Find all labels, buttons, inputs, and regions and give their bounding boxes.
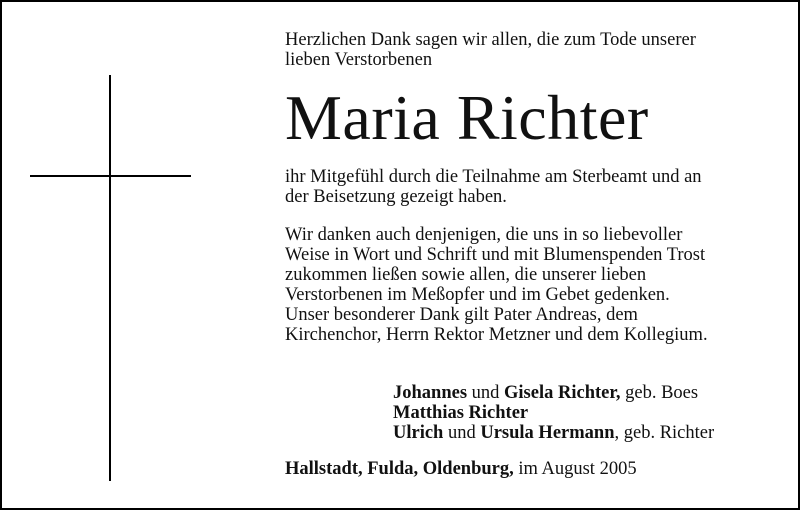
- paragraph-line: zukommen ließen sowie allen, die unserer lieben: [285, 265, 647, 285]
- paragraph-line: Kirchenchor, Herrn Rektor Metzner und dem Kollegium.: [285, 325, 708, 345]
- signer-name: Matthias Richter: [393, 403, 529, 423]
- intro-line: Herzlichen Dank sagen wir allen, die zum Tode unserer: [285, 30, 696, 50]
- signer-name: Johannes: [393, 383, 468, 403]
- signer-conjunction: und: [467, 383, 505, 403]
- paragraph-line: Unser besonderer Dank gilt Pater Andreas, dem: [285, 305, 638, 325]
- intro-line: lieben Verstorbenen: [285, 50, 433, 70]
- paragraph-line: der Beisetzung gezeigt haben.: [285, 187, 507, 207]
- date: im August 2005: [513, 459, 637, 479]
- cross-icon-horizontal: [30, 175, 191, 177]
- signers-list: [393, 383, 773, 443]
- paragraph-sympathy: [285, 167, 765, 207]
- signer-name: Ursula Hermann: [480, 423, 615, 443]
- signer-conjunction: und: [443, 423, 481, 443]
- signer-suffix: , geb. Richter: [614, 423, 715, 443]
- place-date-line: [285, 459, 765, 479]
- signer-name: Ulrich: [393, 423, 444, 443]
- place-names: Hallstadt, Fulda, Oldenburg,: [285, 459, 514, 479]
- paragraph-line: ihr Mitgefühl durch die Teilnahme am Sterbeamt und an: [285, 167, 702, 187]
- signer-line: [393, 383, 773, 403]
- signer-suffix: geb. Boes: [620, 383, 699, 403]
- cross-icon-vertical: [109, 75, 111, 481]
- paragraph-line: Wir danken auch denjenigen, die uns in so liebevoller: [285, 225, 683, 245]
- paragraph-line: Weise in Wort und Schrift und mit Blumenspenden Trost: [285, 245, 706, 265]
- signer-line: [393, 403, 773, 423]
- intro-text: [285, 30, 765, 70]
- paragraph-thanks: [285, 225, 765, 345]
- signer-name: Gisela Richter,: [504, 383, 621, 403]
- paragraph-line: Verstorbenen im Meßopfer und im Gebet gedenken.: [285, 285, 670, 305]
- signer-line: [393, 423, 773, 443]
- deceased-name: Maria Richter: [285, 82, 649, 153]
